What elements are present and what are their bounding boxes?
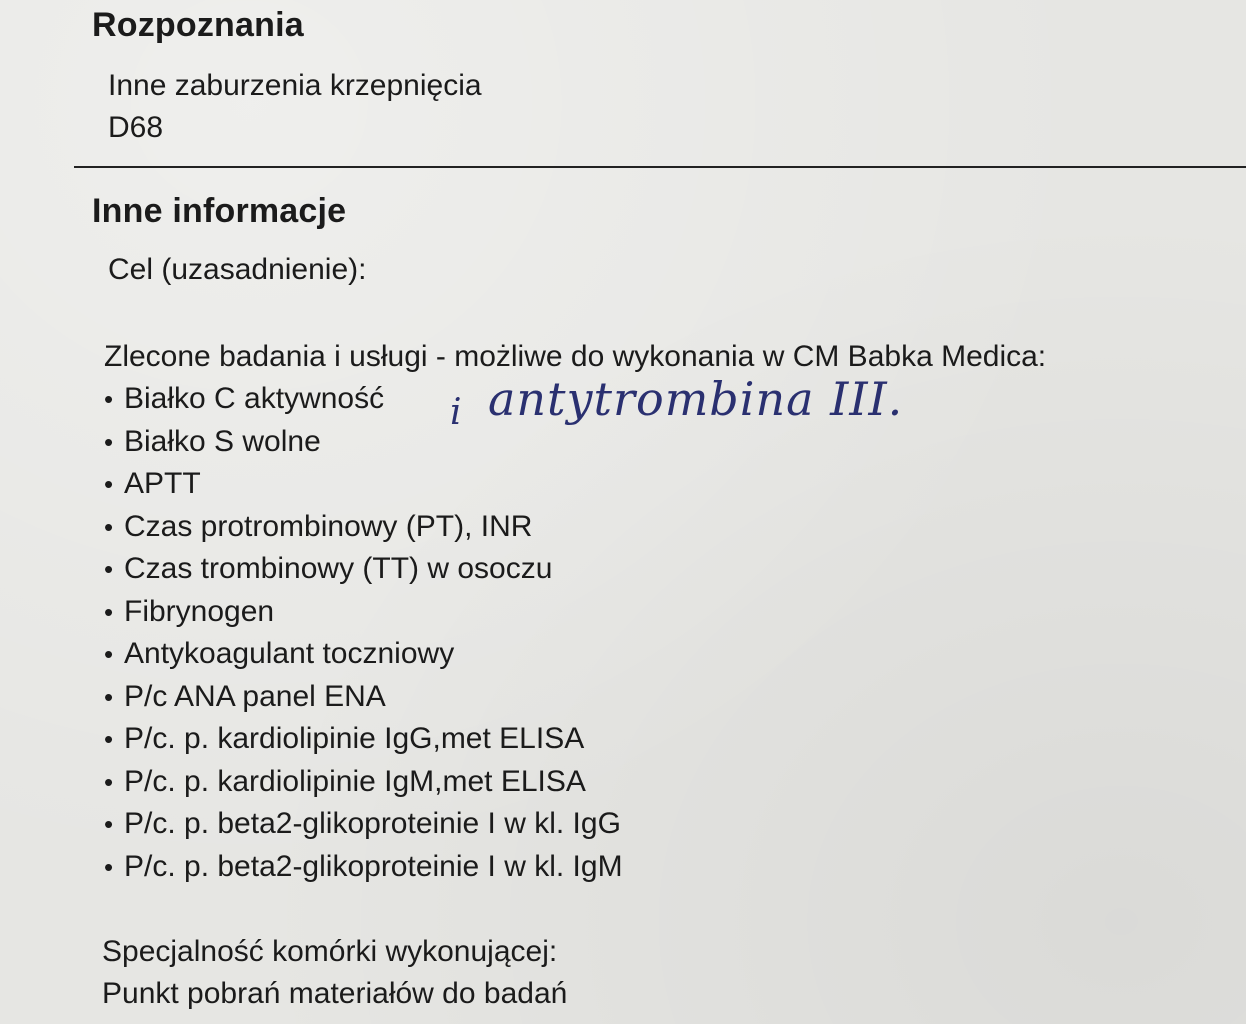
list-item <box>104 506 623 549</box>
section-divider <box>74 166 1246 168</box>
test-name: Białko C aktywność <box>124 382 385 415</box>
bullet-icon: • <box>104 809 114 839</box>
list-item <box>104 803 623 846</box>
list-item <box>104 761 623 804</box>
list-item <box>104 591 623 634</box>
bullet-icon: • <box>104 384 114 414</box>
bullet-icon: • <box>104 724 114 754</box>
diagnoses-heading: Rozpoznania <box>92 6 304 44</box>
list-item <box>104 548 623 591</box>
bullet-icon: • <box>104 766 114 797</box>
bullet-icon: • <box>104 511 114 542</box>
specialty-value: Punkt pobrań materiałów do badań <box>102 977 568 1010</box>
bullet-icon: • <box>104 681 114 712</box>
test-name: P/c. p. kardiolipinie IgM,met ELISA <box>124 764 586 798</box>
test-name: APTT <box>124 467 201 500</box>
test-name: P/c ANA panel ENA <box>124 679 386 713</box>
bullet-icon: • <box>104 639 114 669</box>
purpose-label: Cel (uzasadnienie): <box>108 253 367 286</box>
bullet-icon: • <box>104 596 114 627</box>
test-name: P/c. p. beta2-glikoproteinie I w kl. IgG <box>124 807 621 840</box>
list-item <box>104 463 623 506</box>
list-item <box>104 676 623 719</box>
test-name: P/c. p. kardiolipinie IgG,met ELISA <box>124 722 585 755</box>
list-item <box>104 846 623 889</box>
ordered-tests-label: Zlecone badania i usługi - możliwe do wykonania w CM Babka Medica: <box>104 340 1047 373</box>
other-info-heading: Inne informacje <box>92 192 347 230</box>
specialty-label: Specjalność komórki wykonującej: <box>102 935 558 968</box>
test-name: Fibrynogen <box>124 594 275 628</box>
bullet-icon: • <box>104 554 114 584</box>
test-name: Czas trombinowy (TT) w osoczu <box>124 552 553 585</box>
ordered-tests-list <box>104 378 623 888</box>
handwritten-note: antytrombina III. <box>488 372 904 426</box>
list-item <box>104 421 623 464</box>
test-name: Białko S wolne <box>124 424 321 458</box>
test-name: P/c. p. beta2-glikoproteinie I w kl. IgM <box>124 849 623 883</box>
bullet-icon: • <box>104 426 114 457</box>
bullet-icon: • <box>104 851 114 882</box>
handwritten-mark: i <box>450 392 462 433</box>
test-name: Antykoagulant toczniowy <box>124 637 455 670</box>
list-item <box>104 633 623 676</box>
bullet-icon: • <box>104 469 114 499</box>
diagnosis-name: Inne zaburzenia krzepnięcia <box>108 69 482 102</box>
test-name: Czas protrombinowy (PT), INR <box>124 509 533 543</box>
list-item <box>104 718 623 761</box>
diagnosis-code: D68 <box>108 111 164 144</box>
